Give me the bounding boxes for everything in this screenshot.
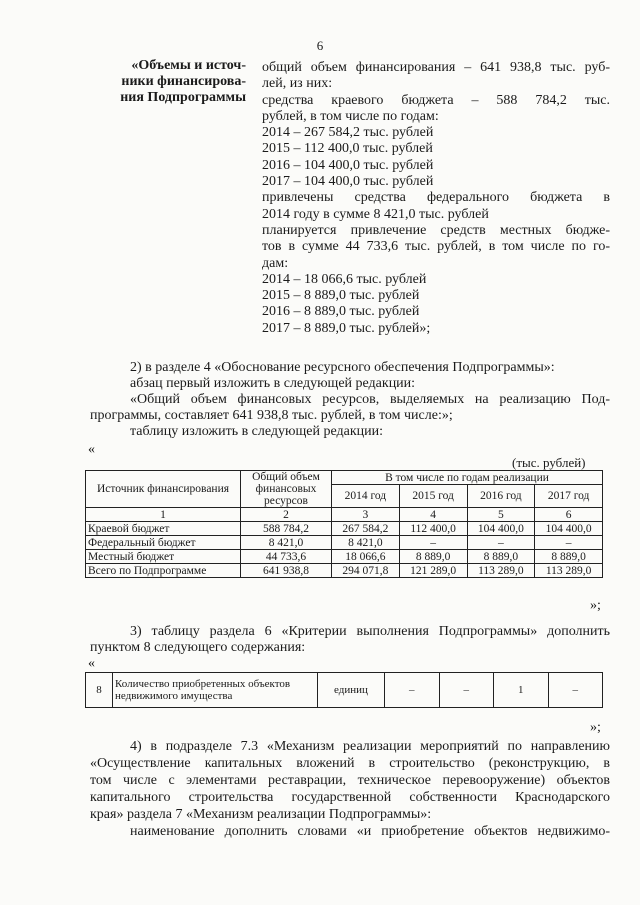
content-line: 2016 – 104 400,0 тыс. рублей: [262, 157, 434, 173]
table-cell: 113 289,0: [467, 564, 535, 578]
table-header-year: 2015 год: [399, 485, 467, 508]
paragraph-line: «Осуществление капитальных вложений в строительство (реконструкцию, в: [90, 756, 610, 771]
table-cell: 104 400,0: [535, 522, 603, 536]
table-cell: единиц: [318, 673, 385, 708]
resources-table: [85, 470, 603, 578]
paragraph-line: наименование дополнить словами «и приобретение объектов недвижимо-: [130, 824, 610, 839]
content-line: 2017 – 104 400,0 тыс. рублей: [262, 174, 434, 190]
table-cell: 8 889,0: [399, 550, 467, 564]
paragraph-line: 4) в подразделе 7.3 «Механизм реализации мероприятий по направлению: [130, 739, 610, 754]
table-cell: 18 066,6: [332, 550, 400, 564]
table-row: [86, 564, 603, 578]
table-header-year: 2016 год: [467, 485, 535, 508]
passport-content: [262, 60, 610, 337]
paragraph-line: 2) в разделе 4 «Обоснование ресурсного обеспечения Подпрограммы»:: [130, 360, 555, 375]
paragraph-line: 3) таблицу раздела 6 «Критерии выполнения Подпрограммы» дополнить: [130, 624, 610, 639]
content-line: средства краевого бюджета – 588 784,2 тыс.: [262, 92, 610, 108]
table-cell: –: [439, 673, 494, 708]
table-cell: 3: [332, 508, 400, 522]
table-row: [86, 536, 603, 550]
content-line: 2014 – 18 066,6 тыс. рублей: [262, 271, 427, 287]
table-cell: Всего по Подпрограмме: [86, 564, 241, 578]
table-cell: 8 889,0: [467, 550, 535, 564]
open-quote: «: [88, 442, 95, 457]
content-line: рублей, в том числе по годам:: [262, 108, 439, 124]
content-line: дам:: [262, 255, 289, 271]
section-4-text: [90, 738, 610, 840]
table-cell: Федеральный бюджет: [86, 536, 241, 550]
table-cell: 4: [399, 508, 467, 522]
content-line: 2014 – 267 584,2 тыс. рублей: [262, 125, 434, 141]
content-line: 2015 – 8 889,0 тыс. рублей: [262, 288, 420, 304]
table-cell: 1: [86, 508, 241, 522]
table-cell: 5: [467, 508, 535, 522]
table-cell: Местный бюджет: [86, 550, 241, 564]
table-header-years: В том числе по годам реализации: [332, 471, 603, 485]
table-row: [86, 550, 603, 564]
paragraph-line: края» раздела 7 «Механизм реализации Подпрограммы»:: [90, 807, 432, 822]
table-row: [86, 522, 603, 536]
passport-label: [96, 58, 246, 106]
content-line: лей, из них:: [262, 76, 333, 92]
paragraph-line: том числе с элементами реставрации, техническое перевооружение) объектов: [90, 773, 610, 788]
table-header-year: 2014 год: [332, 485, 400, 508]
section-2-text: [90, 360, 610, 440]
table-cell: 1: [494, 673, 549, 708]
section-3-text: [90, 624, 610, 656]
table-cell: 104 400,0: [467, 522, 535, 536]
table-row: [86, 508, 603, 522]
paragraph-line: программы, составляет 641 938,8 тыс. рублей, в том числе:»;: [90, 408, 453, 423]
table-header-total: Общий объем финансовых ресурсов: [241, 471, 332, 508]
content-line: 2015 – 112 400,0 тыс. рублей: [262, 141, 433, 157]
table-cell: 8: [86, 673, 113, 708]
table-header-source: Источник финансирования: [86, 471, 241, 508]
table-cell: Количество приобретенных объектов недвижимого имущества: [113, 673, 318, 708]
paragraph-line: пунктом 8 следующего содержания:: [90, 640, 306, 655]
paragraph-line: абзац первый изложить в следующей редакции:: [130, 376, 416, 391]
table-cell: –: [467, 536, 535, 550]
table-cell: 8 421,0: [241, 536, 332, 550]
table-cell: 267 584,2: [332, 522, 400, 536]
passport-label-line: «Объемы и источ-: [131, 58, 246, 73]
content-line: планируется привлечение средств местных бюдже-: [262, 222, 610, 238]
table-cell: 6: [535, 508, 603, 522]
table-cell: 588 784,2: [241, 522, 332, 536]
passport-label-line: ники финансирова-: [121, 74, 246, 89]
paragraph-line: капитального строительства государственной собственности Краснодарского: [90, 790, 610, 805]
paragraph-line: «Общий объем финансовых ресурсов, выделяемых на реализацию Под-: [130, 392, 610, 407]
table-cell: –: [535, 536, 603, 550]
criteria-table: [85, 672, 603, 708]
content-line: 2017 – 8 889,0 тыс. рублей»;: [262, 320, 431, 336]
table-cell: 121 289,0: [399, 564, 467, 578]
table-cell: 2: [241, 508, 332, 522]
table-header-year: 2017 год: [535, 485, 603, 508]
content-line: 2014 году в сумме 8 421,0 тыс. рублей: [262, 206, 489, 222]
table-cell: 44 733,6: [241, 550, 332, 564]
table-cell: 8 889,0: [535, 550, 603, 564]
paragraph-line: таблицу изложить в следующей редакции:: [130, 424, 384, 439]
open-quote: «: [88, 656, 95, 671]
content-line: привлечены средства федерального бюджета в: [262, 190, 610, 206]
page-number: 6: [316, 38, 324, 53]
close-quote: »;: [590, 598, 601, 613]
table-row: [86, 673, 603, 708]
content-line: 2016 – 8 889,0 тыс. рублей: [262, 304, 420, 320]
unit-label: (тыс. рублей): [512, 455, 586, 470]
content-line: тов в сумме 44 733,6 тыс. рублей, в том числе по го-: [262, 239, 610, 255]
close-quote: »;: [590, 720, 601, 735]
table-cell: –: [548, 673, 603, 708]
table-cell: 112 400,0: [399, 522, 467, 536]
table-cell: –: [385, 673, 440, 708]
passport-label-line: ния Подпрограммы: [120, 90, 246, 105]
table-cell: 641 938,8: [241, 564, 332, 578]
table-cell: 113 289,0: [535, 564, 603, 578]
table-cell: 294 071,8: [332, 564, 400, 578]
table-cell: Краевой бюджет: [86, 522, 241, 536]
table-cell: –: [399, 536, 467, 550]
content-line: общий объем финансирования – 641 938,8 тыс. руб-: [262, 60, 610, 75]
table-cell: 8 421,0: [332, 536, 400, 550]
